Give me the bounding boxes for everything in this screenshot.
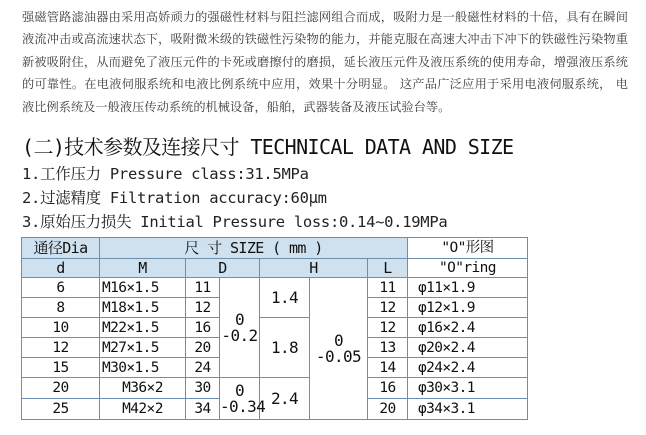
h-cell-1: 1.4 [260, 278, 310, 318]
d-tol-lower-top: 0 [234, 380, 245, 400]
h-tol-top: 0 [333, 330, 344, 350]
l-cell: 14 [368, 358, 408, 378]
m-cell: M22×1.5 [100, 318, 186, 338]
m-cell: M42×2 [100, 399, 186, 420]
h-tol-bottom: -0.05 [315, 346, 362, 366]
header-d: D [186, 259, 260, 278]
dia-cell: 10 [22, 318, 100, 338]
dia-cell: 12 [22, 338, 100, 358]
l-cell: 12 [368, 318, 408, 338]
dia-cell: 25 [22, 399, 100, 420]
technical-data-table [21, 237, 528, 420]
dia-cell: 15 [22, 358, 100, 378]
h-cell-2: 1.8 [260, 318, 310, 378]
h-cell-3: 2.4 [260, 378, 310, 420]
oring-cell: φ34×3.1 [408, 399, 528, 420]
spec-filtration: 2.过滤精度 Filtration accuracy:60μm [22, 189, 327, 207]
header-h: H [260, 259, 368, 278]
m-cell: M16×1.5 [100, 278, 186, 298]
oring-cell: φ20×2.4 [408, 338, 528, 358]
dia-cell: 8 [22, 298, 100, 318]
l-cell: 12 [368, 298, 408, 318]
intro-paragraph: 强磁管路滤油器由采用高娇顽力的强磁性材料与阻拦滤网组合而成，吸附力是一般磁性材料的十倍，具有在瞬间液流冲击或高流速状态下，吸附微米级的铁磁性污染物的能力，并能克服在高速大冲击下冲下的铁磁性污染物重新被吸附住，从而避免了液压元件的卡死或磨擦付的磨损，延长液压元件及液压系统的使用寿命，增强液压系统的可靠性。在电液伺服系统和电液比例系统中应用，效果十分明显。 这产品广泛应用于采用电液伺服系统， 电液比例系统及一般液压传动系统的机械设备，船舶，武器装备及液压试验台等。 [22, 10, 628, 114]
d-tolerance-upper [220, 278, 260, 378]
d-cell: 16 [186, 318, 220, 338]
m-cell: M27×1.5 [100, 338, 186, 358]
d-cell: 34 [186, 399, 220, 420]
m-cell: M36×2 [100, 378, 186, 399]
header-oring-line1: "O"形图 [408, 238, 528, 259]
d-cell: 30 [186, 378, 220, 399]
l-cell: 13 [368, 338, 408, 358]
oring-cell: φ16×2.4 [408, 318, 528, 338]
oring-cell: φ12×1.9 [408, 298, 528, 318]
oring-cell: φ11×1.9 [408, 278, 528, 298]
m-cell: M30×1.5 [100, 358, 186, 378]
d-tolerance-lower [220, 378, 266, 420]
d-cell: 20 [186, 338, 220, 358]
oring-cell: φ30×3.1 [408, 378, 528, 399]
m-cell: M18×1.5 [100, 298, 186, 318]
header-dia: 通径Dia [22, 238, 100, 259]
dia-cell: 20 [22, 378, 100, 399]
l-cell: 11 [368, 278, 408, 298]
header-m: M [100, 259, 186, 278]
header-size: 尺 寸 SIZE ( mm ) [100, 238, 408, 259]
header-l: L [368, 259, 408, 278]
oring-cell: φ24×2.4 [408, 358, 528, 378]
spec-pressure-loss: 3.原始压力损失 Initial Pressure loss:0.14~0.19MPa [22, 213, 448, 231]
d-tol-upper-bottom: -0.2 [221, 325, 258, 345]
d-cell: 24 [186, 358, 220, 378]
d-cell: 11 [186, 278, 220, 298]
d-tol-lower-bottom: -0.34 [220, 396, 266, 416]
h-tolerance [310, 278, 368, 420]
d-tol-upper-top: 0 [234, 309, 245, 329]
header-dia-d: d [22, 259, 100, 278]
spec-pressure: 1.工作压力 Pressure class:31.5MPa [22, 165, 309, 183]
header-oring-line2: "O"ring [408, 259, 528, 278]
section-heading: (二)技术参数及连接尺寸 TECHNICAL DATA AND SIZE [22, 135, 514, 159]
l-cell: 20 [368, 399, 408, 420]
dia-cell: 6 [22, 278, 100, 298]
d-cell: 12 [186, 298, 220, 318]
l-cell: 16 [368, 378, 408, 399]
